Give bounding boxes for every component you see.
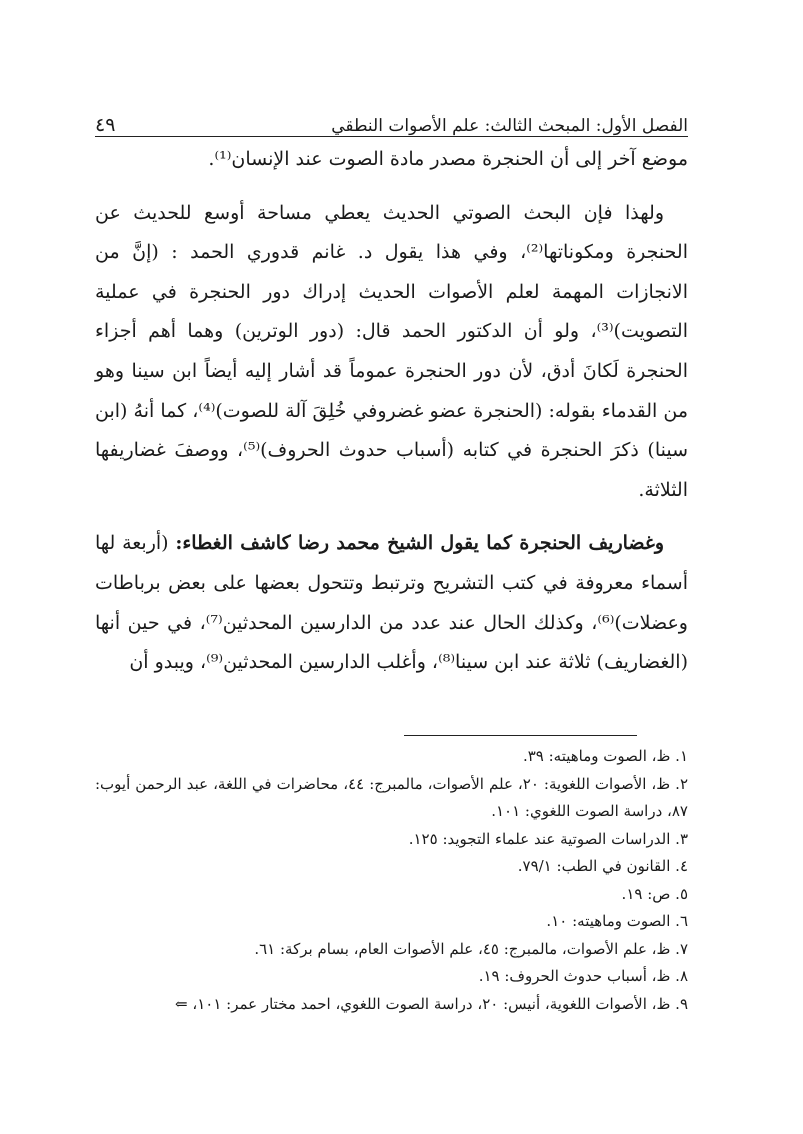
footnote-5: ٥. ص: ١٩.: [621, 884, 688, 903]
footnotes: [95, 743, 688, 1018]
paragraph-3: [95, 524, 688, 682]
footnote-8: ٨. ظ، أسباب حدوث الحروف: ١٩.: [478, 967, 688, 985]
paragraph-3-text: (أربعة لها أسماء معروفة في كتب التشريح وترتبط وتتحول بعضها على بعض برباطات وعضلات)⁽⁶⁾، وكذلك الحال عند عدد من الدارسين المحدثين⁽⁷⁾، في حين أنها (الغضاريف) ثلاثة عند ابن سينا⁽⁸⁾، وأغلب الدارسين المحدثين⁽⁹⁾، ويبدو أن: [95, 532, 688, 674]
footnote-separator: [404, 735, 637, 736]
footnote-7: ٧. ظ، علم الأصوات، مالمبرج: ٤٥، علم الأصوات العام، بسام بركة: ٦١.: [254, 939, 688, 958]
paragraph-2: ولهذا فإن البحث الصوتي الحديث يعطي مساحة أوسع للحديث عن الحنجرة ومكوناتها⁽²⁾، وفي هذا يقول د. غانم قدوري الحمد : (إنَّ من الانجازات المهمة لعلم الأصوات الحديث إدراك دور الحنجرة في عملية التصويت)⁽³⁾، ولو أن الدكتور الحمد قال: (دور الوترين) وهما أهم أجزاء الحنجرة لَكانَ أدق، لأن دور الحنجرة عموماً قد أشار إليه أيضاً ابن سينا وهو من القدماء بقوله: (الحنجرة عضو غضروفي خُلِقَ آلة للصوت)⁽⁴⁾، كما أنهُ (ابن سينا) ذكرَ الحنجرة في كتابه (أسباب حدوث الحروف)⁽⁵⁾، ووصفَ غضاريفها الثلاثة.: [95, 201, 689, 501]
footnote-2: ٢. ظ، الأصوات اللغوية: ٢٠، علم الأصوات، مالمبرج: ٤٤، محاضرات في اللغة، عبد الرحمن أيوب: ٨٧، دراسة الصوت اللغوي: ١٠١.: [95, 774, 689, 820]
footnote-9: ٩. ظ، الأصوات اللغوية، أنيس: ٢٠، دراسة الصوت اللغوي، احمد مختار عمر: ١٠١، ⇐: [175, 994, 688, 1013]
header-title: الفصل الأول: المبحث الثالث: علم الأصوات النطقي: [331, 116, 688, 136]
paragraph-1: موضع آخر إلى أن الحنجرة مصدر مادة الصوت عند الإنسان⁽¹⁾.: [208, 148, 688, 170]
footnote-4: ٤. القانون في الطب: ٧٩/١.: [517, 857, 688, 875]
footnote-3: ٣. الدراسات الصوتية عند علماء التجويد: ١٢٥.: [408, 829, 688, 848]
page-number: ٤٩: [95, 114, 116, 136]
footnote-6: ٦. الصوت وماهيته: ١٠.: [546, 912, 688, 930]
paragraph-3-lead: وغضاريف الحنجرة كما يقول الشيخ محمد رضا كاشف الغطاء:: [175, 532, 664, 555]
main-text: [95, 140, 688, 683]
header-rule: [95, 136, 688, 137]
footnote-1: ١. ظ، الصوت وماهيته: ٣٩.: [522, 747, 688, 765]
running-header: [95, 96, 688, 136]
